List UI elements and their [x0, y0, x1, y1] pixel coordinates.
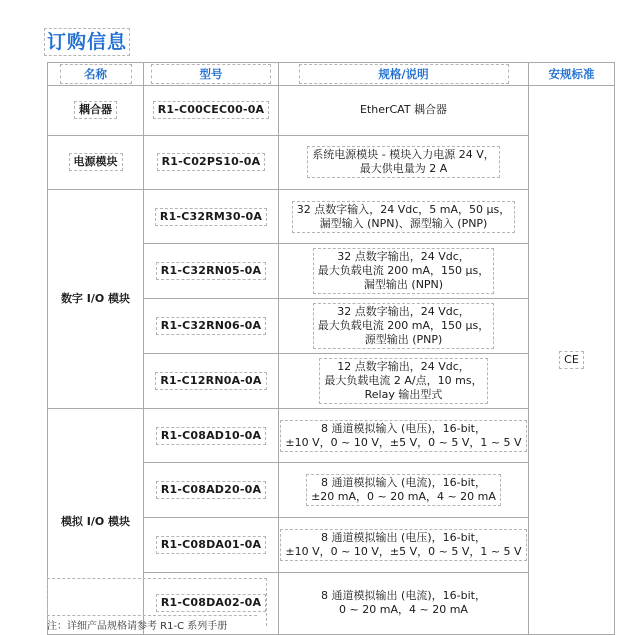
model-cell: R1-C08AD10-0A: [144, 409, 279, 463]
header-standard: 安规标准: [529, 63, 615, 86]
header-name: 名称: [48, 63, 144, 86]
group-power: 电源模块: [48, 135, 144, 189]
spec-cell: 32 点数字输出，24 Vdc， 最大负载电流 200 mA，150 μs， 源型输出 (PNP): [279, 299, 529, 354]
header-model: 型号: [144, 63, 279, 86]
spec-cell: 8 通道模拟输出 (电压)，16-bit， ±10 V，0 ~ 10 V，±5 V，0 ~ 5 V，1 ~ 5 V: [279, 517, 529, 572]
model-cell: R1-C00CEC00-0A: [144, 86, 279, 136]
table-header-row: [48, 63, 615, 86]
group-digital: 数字 I/O 模块: [48, 189, 144, 409]
spec-cell: 系统电源模块 - 模块入力电源 24 V， 最大供电量为 2 A: [279, 135, 529, 189]
spec-cell: 8 通道模拟输出 (电流)，16-bit， 0 ~ 20 mA，4 ~ 20 mA: [279, 572, 529, 634]
group-coupler: 耦合器: [48, 86, 144, 136]
model-cell: R1-C02PS10-0A: [144, 135, 279, 189]
spec-cell: 32 点数字输入，24 Vdc，5 mA，50 μs， 漏型输入 (NPN)、源型输入 (PNP): [279, 189, 529, 244]
spec-cell: EtherCAT 耦合器: [279, 86, 529, 136]
spec-cell: 12 点数字输出，24 Vdc， 最大负载电流 2 A/点，10 ms， Relay 输出型式: [279, 354, 529, 409]
spec-cell: 32 点数字输出，24 Vdc， 最大负载电流 200 mA，150 μs， 漏型输出 (NPN): [279, 244, 529, 299]
header-spec: 规格/说明: [279, 63, 529, 86]
table-row: [48, 86, 615, 136]
page-title: 订购信息: [44, 28, 130, 56]
ordering-info-table: [47, 62, 615, 635]
model-cell: R1-C12RN0A-0A: [144, 354, 279, 409]
model-cell: R1-C08AD20-0A: [144, 463, 279, 518]
spec-cell: 8 通道模拟输入 (电流)，16-bit， ±20 mA，0 ~ 20 mA，4 ~ 20 mA: [279, 463, 529, 518]
group-analog: 模拟 I/O 模块: [48, 409, 144, 635]
model-cell: R1-C08DA01-0A: [144, 517, 279, 572]
model-cell: R1-C08DA02-0A: [144, 572, 279, 634]
model-cell: R1-C32RN06-0A: [144, 299, 279, 354]
standard-cell: CE: [529, 86, 615, 635]
footnote: 注：详细产品规格请参考 R1-C 系列手册: [47, 615, 257, 632]
model-cell: R1-C32RN05-0A: [144, 244, 279, 299]
model-cell: R1-C32RM30-0A: [144, 189, 279, 244]
spec-cell: 8 通道模拟输入 (电压)，16-bit， ±10 V，0 ~ 10 V，±5 V，0 ~ 5 V，1 ~ 5 V: [279, 409, 529, 463]
